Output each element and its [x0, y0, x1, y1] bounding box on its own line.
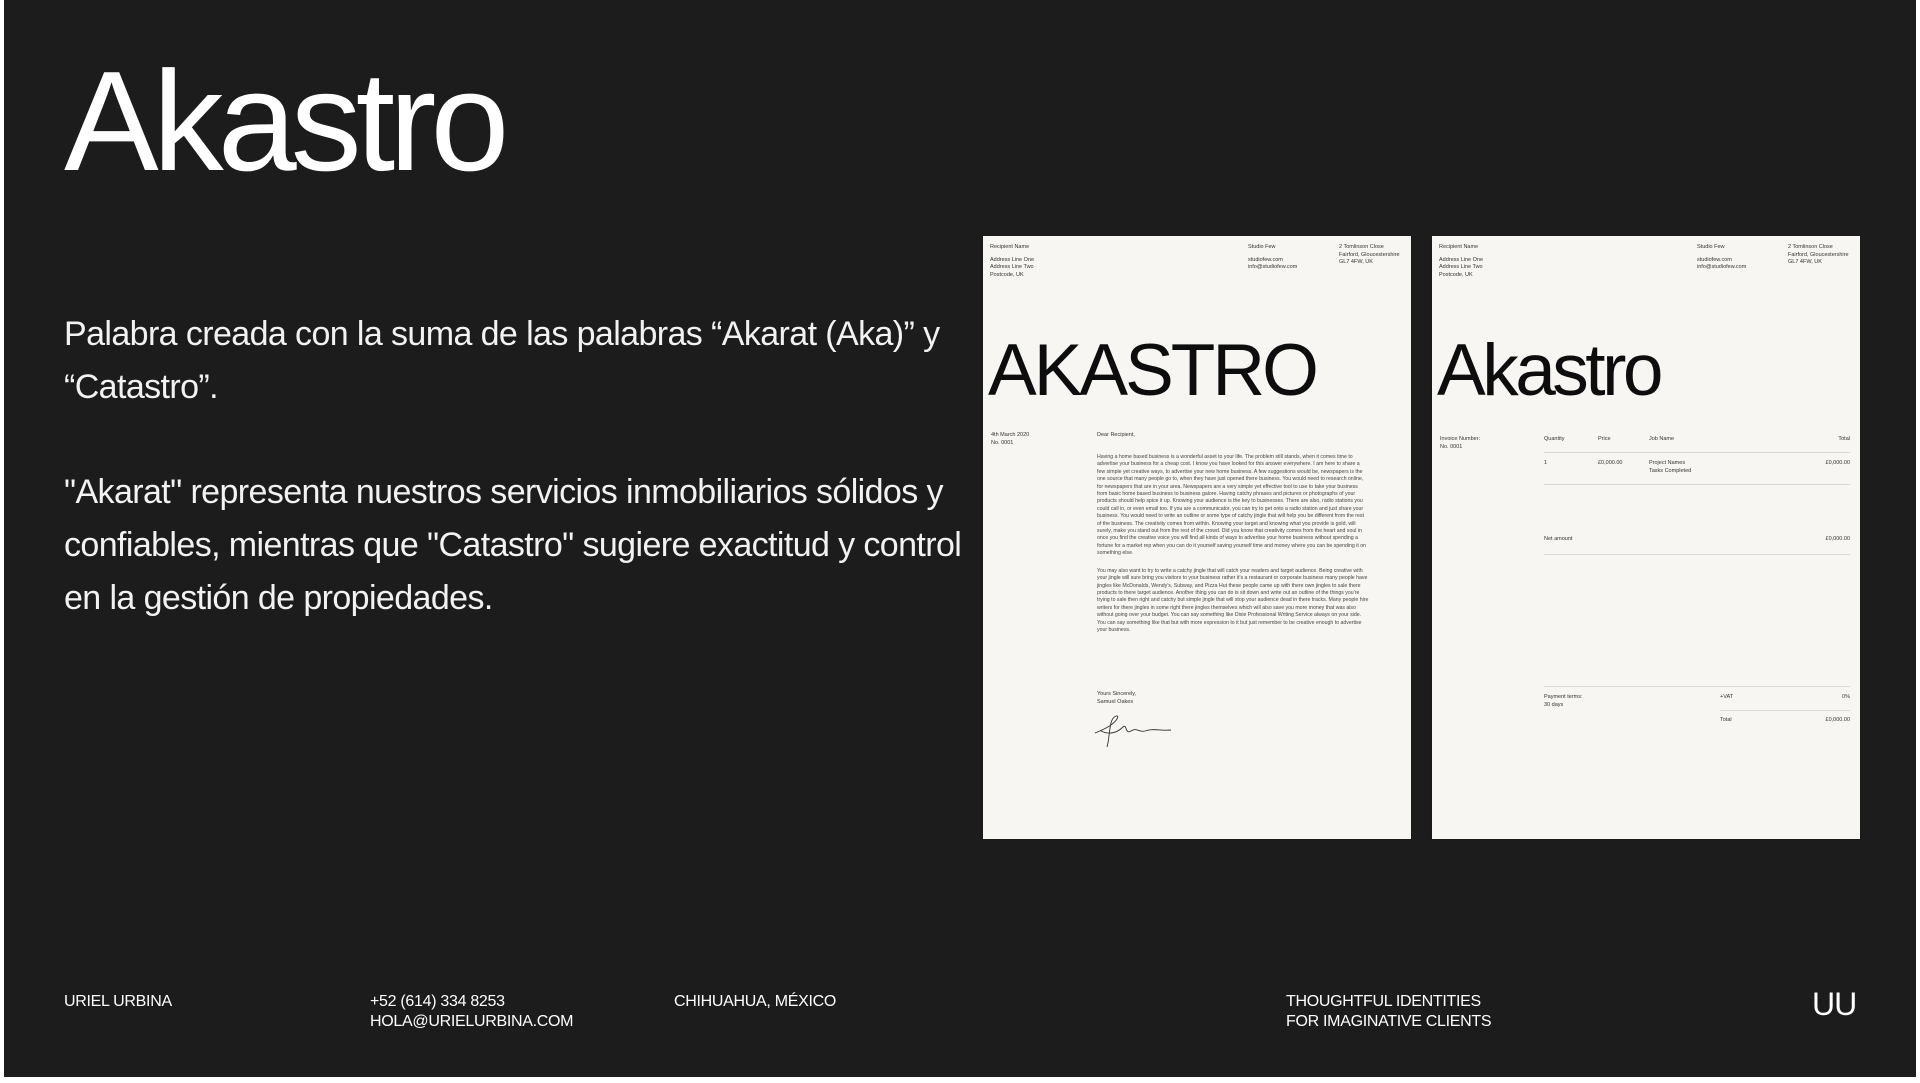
invoice-recipient-block: Recipient Name Address Line One Address Line Two Postcode, UK [1439, 244, 1484, 278]
footer-email: HOLA@URIELURBINA.COM [370, 1013, 574, 1030]
description-paragraph: "Akarat" representa nuestros servicios inmobiliarios sólidos y confiables, mientras que "Catastro" sugiere exactitud y control en la gestión de propiedades. [64, 473, 962, 617]
signature-mark [1087, 711, 1177, 751]
invoice-col-job: Job Name [1649, 436, 1675, 442]
letter-recipient-block: Recipient Name Address Line One Address Line Two Postcode, UK [990, 244, 1035, 278]
invoice-total-value: £0,000.00 [1825, 717, 1850, 723]
letter-body-paragraph: Having a home based business is a wonderful asset to your life. The problem still stands, when it comes time to advertise your business for a cheap cost. I know you have looked for this answer everywhere. I am here to share a few simple yet creative ways, to advertise your new home business. A few suggestions would be, newspapers is the one source that many people go to, when they have just opened there business. You would need to research online, for newspapers that are in your area. Newspapers are a very simple yet effective tool to use to take your business from basic home based business to business galore. Having catchy phrases and pictures or photographs of your products should help spice it up. Knowing your audience is the key to businesses. There are also, radio stations you could call in, or even email too. If you are a communicator, you can try to get onto a radio station and just share your business. You would need to write an outline or some type of catchy jingle that will help you be different from the rest of the business. The creativity comes from within. Knowing your target and knowing what you provide is gold, will surely, make you stand out from the rest of the crowd. Did you know that creativity comes from the heart and soul in once you find the creative voice you will find all kinds of ways to advertise your home business without spending a fortune for a market rep when you can do it yourself saving yourself time and money where you can be spending it on something else. [1097, 454, 1367, 557]
invoice-row-price: £0,000.00 [1598, 460, 1623, 466]
letter-body [1097, 454, 1369, 644]
divider [1720, 710, 1850, 711]
page-title: Akastro [64, 42, 504, 201]
divider [1544, 484, 1850, 485]
letter-closing: Yours Sincerely, Samuel Oakes [1097, 691, 1137, 705]
letterhead-brand: AKASTRO [988, 330, 1316, 411]
invoice-total-label: Total [1720, 717, 1732, 723]
invoice-address-block: 2 Tomlinson Close Fairford, Gloucestershire GL7 4FW, UK [1788, 244, 1849, 266]
footer-name: URIEL URBINA [64, 993, 172, 1010]
invoice-studio-block: Studio Few studiofew.com info@studiofew.com [1697, 244, 1747, 271]
letter-date-block: 4th March 2020 No. 0001 [991, 432, 1030, 446]
invoice-row-quantity: 1 [1544, 460, 1548, 466]
divider [1544, 554, 1850, 555]
invoice-payment-terms: Payment terms: 30 days [1544, 694, 1583, 708]
invoice-col-quantity: Quantity [1544, 436, 1565, 442]
footer-location: CHIHUAHUA, MÉXICO [674, 993, 837, 1010]
uu-logo: UU [1812, 986, 1857, 1022]
invoice-col-total: Total [1838, 436, 1850, 442]
invoice-mockup [1432, 236, 1860, 839]
invoice-vat-label: +VAT [1720, 694, 1734, 700]
letter-salutation: Dear Recipient, [1097, 432, 1135, 438]
invoice-vat-value: 0% [1842, 694, 1850, 700]
footer-contact [370, 992, 573, 1032]
invoice-row-job: Project Names Tasks Completed [1649, 460, 1692, 474]
invoice-net-label: Net amount [1544, 536, 1573, 542]
letter-body-paragraph: You may also want to try to write a catchy jingle that will catch your readers and target audience. Being creative with your jingle will sure bring you visitors to your business rather it’s a restaurant or corporate business many people have jingles like McDonalds, Wendy’s, Subway, and Pizza Hut these people came up with there own jingles to sale there products to there target audience. Another thing you can do is sit down and write out an outline of the things you’re trying to sale then right and catchy but simple jingle that will stop your audience dead in there tracks. Many people hire writers for there jingles in some right there jingles themselves which will also save you more money that was also without going over your budget. You can say something like Dixie Professional Writing Service always on your side. You can say something like that but with more expression to it but just remember to be creative enough to advertise your business. [1097, 567, 1369, 633]
divider [1544, 686, 1850, 687]
footer-tagline: THOUGHTFUL IDENTITIES FOR IMAGINATIVE CLIENTS [1286, 993, 1492, 1030]
divider [1544, 452, 1850, 453]
letter-address-block: 2 Tomlinson Close Fairford, Gloucestershire GL7 4FW, UK [1339, 244, 1400, 266]
letterhead-mockup [983, 236, 1411, 839]
invoice-net-value: £0,000.00 [1825, 536, 1850, 542]
slide [4, 0, 1916, 1077]
invoice-row-total: £0,000.00 [1825, 460, 1850, 466]
invoice-number-block: Invoice Number: No. 0001 [1440, 436, 1481, 450]
footer-phone: +52 (614) 334 8253 [370, 993, 505, 1010]
invoice-col-price: Price [1598, 436, 1611, 442]
invoice-brand: Akastro [1437, 330, 1660, 411]
letter-studio-block: Studio Few studiofew.com info@studiofew.com [1248, 244, 1298, 271]
intro-paragraph: Palabra creada con la suma de las palabras “Akarat (Aka)” y “Catastro”. [64, 315, 940, 406]
